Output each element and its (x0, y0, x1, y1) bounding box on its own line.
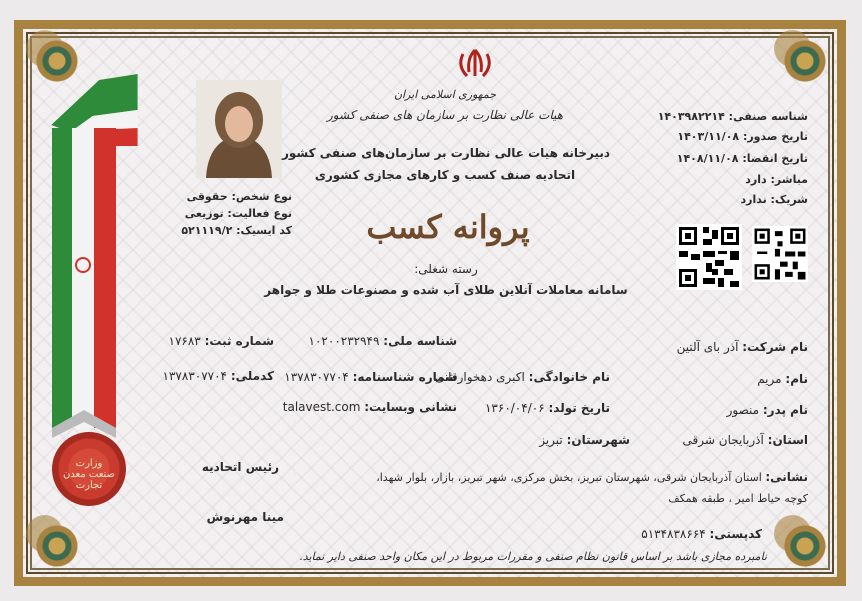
footer-note: نامبرده مجازی باشد بر اساس قانون نظام صنفی و مقررات مربوط در این مکان واحد صنفی دایر نماید. (299, 550, 767, 563)
isic-code: کد ایسیک: ۵۲۱۱۱۹/۲ (181, 224, 292, 237)
birth-date-field: تاریخ تولد: ۱۳۶۰/۰۴/۰۶ (484, 401, 610, 415)
partner: شریک: ندارد (740, 193, 808, 206)
city-field: شهرستان: تبریز (539, 433, 630, 447)
board-calligraphy: هیات عالی نظارت بر سازمان های صنفی کشور (326, 108, 564, 122)
corner-ornament (26, 515, 88, 577)
company-field: نام شرکت: آذر بای آلتین (676, 340, 808, 354)
person-type: نوع شخص: حقوقی (186, 190, 292, 203)
father-field: نام پدر: منصور (726, 403, 808, 417)
activity-type: نوع فعالیت: توزیعی (184, 207, 292, 220)
flag-ribbon-icon (48, 70, 138, 440)
secretariat-title: دبیرخانه هیات عالی نظارت بر سازمان‌های صنفی کشور (281, 146, 611, 160)
registration-field: شماره ثبت: ۱۷۶۸۳ (168, 334, 274, 348)
ministry-seal: وزارت صنعت معدن تجارت (52, 432, 126, 506)
qr-code-icon[interactable] (676, 224, 742, 290)
category-label: رسته شغلی: (414, 262, 478, 276)
id-number-field: شماره شناسنامه: ۱۳۷۸۳۰۷۷۰۴ (284, 370, 457, 384)
national-id-field: شناسه ملی: ۱۰۲۰۰۲۳۲۹۴۹ (308, 334, 457, 348)
republic-text: جمهوری اسلامی ایران (393, 88, 497, 101)
province-field: استان: آذربایجان شرقی (682, 433, 808, 447)
family-name-field: نام خانوادگی: اکبری دهخوارقانی (434, 370, 610, 384)
website-field: نشانی وبسایت: talavest.com (282, 400, 457, 414)
website-link[interactable]: talavest.com (282, 400, 361, 414)
qr-code-icon[interactable] (752, 226, 808, 282)
guild-id: شناسه صنفی: ۱۴۰۳۹۸۲۲۱۴ (657, 110, 808, 123)
category-value: سامانه معاملات آنلاین طلای آب شده و مصنوعات طلا و جواهر (264, 283, 628, 297)
signature-name: مینا مهرنوش (206, 510, 284, 524)
issue-date: تاریخ صدور: ۱۴۰۳/۱۱/۰۸ (677, 130, 808, 143)
name-field: نام: مریم (757, 372, 808, 386)
corner-ornament (774, 30, 836, 92)
union-title: اتحادیه صنف کسب و کارهای مجازی کشوری (314, 168, 576, 182)
emblem-icon (455, 46, 495, 82)
address-line2: کوچه حیاط امیر ، طبقه همکف (668, 492, 808, 505)
expiry-date: تاریخ انقضا: ۱۴۰۸/۱۱/۰۸ (676, 152, 808, 165)
manager: مباشر: دارد (745, 173, 808, 186)
melli-code-field: کدملی: ۱۳۷۸۳۰۷۷۰۴ (162, 369, 274, 383)
signature-role: رئیس اتحادیه (201, 460, 279, 474)
address-field: نشانی: استان آذربایجان شرقی، شهرستان تبریز، بخش مرکزی، شهر تبریز، بازار، بلوار شهدا، (376, 470, 808, 484)
corner-ornament (774, 515, 836, 577)
postal-code-field: کدپستی: ۵۱۳۴۸۳۸۶۶۴ (641, 527, 762, 541)
page-title: پروانه کسب (366, 208, 530, 246)
